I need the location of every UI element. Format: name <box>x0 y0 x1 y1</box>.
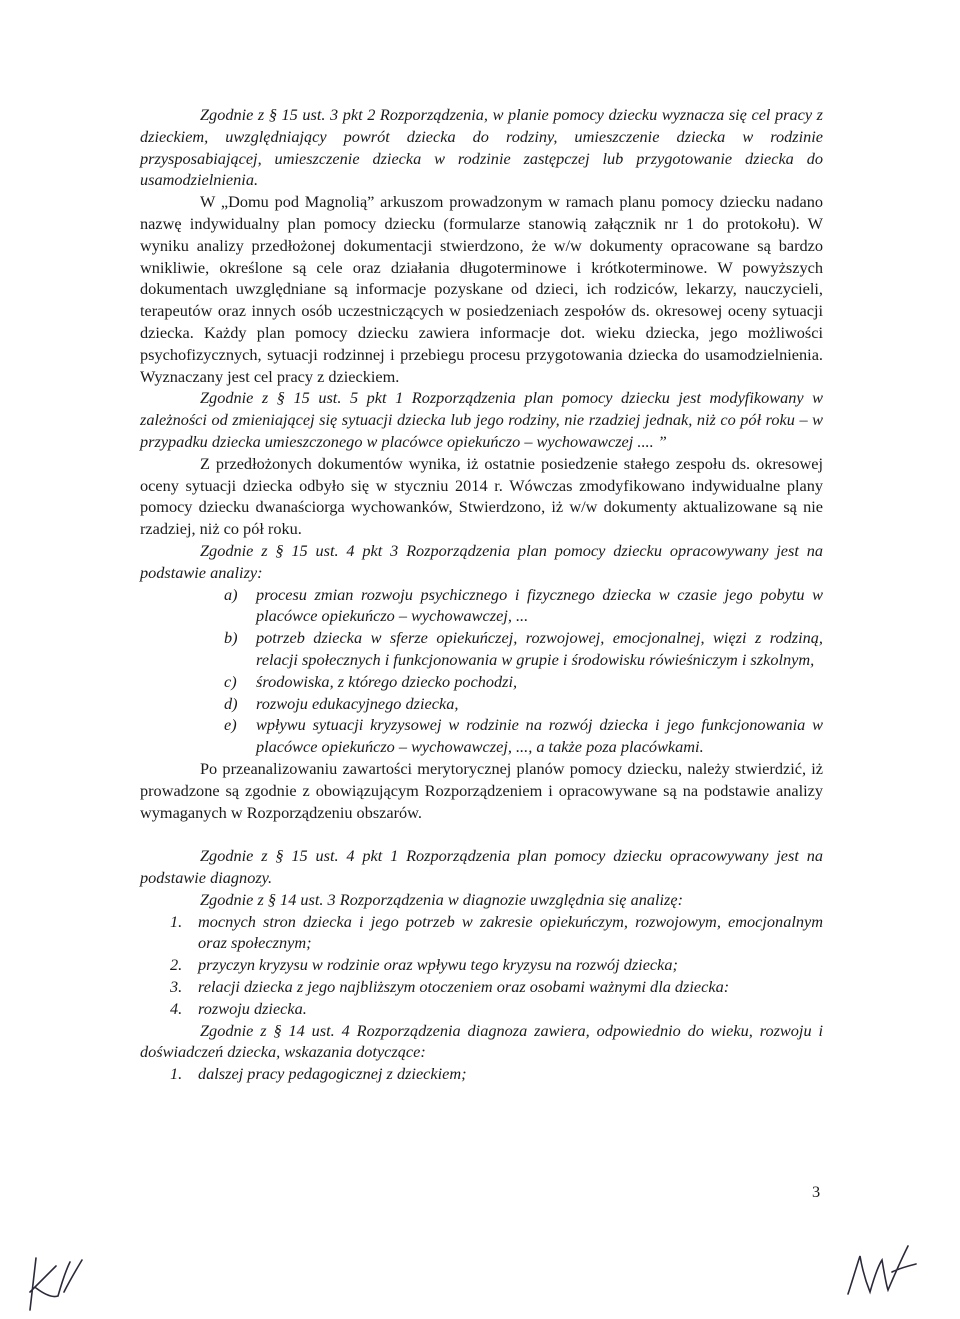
list-item-text: rozwoju edukacyjnego dziecka, <box>256 693 459 713</box>
list-item <box>140 976 823 998</box>
list-item <box>140 911 823 955</box>
list-item-text: relacji dziecka z jego najbliższym otoczeniem oraz osobami ważnymi dla dziecka: <box>198 977 730 997</box>
initials-signature-left <box>22 1252 92 1316</box>
list-item-text: mocnych stron dziecka i jego potrzeb w zakresie opiekuńczym, rozwojowym, emocjonalnym oraz społecznym; <box>198 911 823 953</box>
indications-list <box>140 1063 823 1085</box>
initials-signature-right <box>842 1238 922 1304</box>
paragraph: Zgodnie z § 15 ust. 5 pkt 1 Rozporządzenia plan pomocy dziecku jest modyfikowany w zależności od zmieniającej się sytuacji dziecka lub jego rodziny, nie rzadziej jednak, niż co pół roku – w przypadku dziecka umieszczonego w placówce opiekuńczo – wychowawczej .... ” <box>140 388 823 451</box>
list-marker: 2. <box>170 955 183 975</box>
list-item <box>140 954 823 976</box>
list-item <box>140 714 823 758</box>
analysis-list <box>140 584 823 758</box>
list-marker: c) <box>224 671 237 691</box>
list-marker: 3. <box>170 977 183 997</box>
list-marker: 1. <box>170 911 183 931</box>
list-item <box>140 693 823 715</box>
paragraph: Zgodnie z § 15 ust. 4 pkt 1 Rozporządzenia plan pomocy dziecku opracowywany jest na podstawie diagnozy. <box>140 846 823 888</box>
diagnosis-list <box>140 911 823 1020</box>
list-item-text: procesu zmian rozwoju psychicznego i fizycznego dziecka w czasie jego pobytu w placówce opiekuńczo – wychowawczej, ... <box>256 584 823 626</box>
list-marker: d) <box>224 693 238 713</box>
paragraph: Po przeanalizowaniu zawartości merytorycznej planów pomocy dziecku, należy stwierdzić, iż prowadzone są zgodnie z obowiązującym Rozporządzeniem i opracowywane są na podstawie analizy wymaganych w Rozporządzeniu obszarów. <box>140 758 823 822</box>
list-item <box>140 584 823 628</box>
list-item-text: potrzeb dziecka w sferze opiekuńczej, rozwojowej, emocjonalnej, więzi z rodziną, relacji społecznych i funkcjonowania w grupie i środowisku rówieśniczym i szkolnym, <box>256 628 823 669</box>
list-marker: b) <box>224 628 238 648</box>
list-marker: 1. <box>170 1064 183 1084</box>
list-item-text: rozwoju dziecka. <box>198 998 307 1018</box>
list-item <box>140 1063 823 1085</box>
paragraph: W „Domu pod Magnolią” arkuszom prowadzonym w ramach planu pomocy dziecku nadano nazwę indywidualny plan pomocy dziecku (formularze stanowią załącznik nr 1 do protokołu). W wyniku analizy przedłożonej dokumentacji stwierdzono, że w/w dokumenty opracowane są bardzo wnikliwie, określone są cele oraz działania długoterminowe i krótkoterminowe. W powyższych dokumentach uwzględniane są informacje pozyskane od dzieci, ich rodziców, lekarzy, nauczycieli, terapeutów oraz innych osób uczestniczących w posiedzeniach zespołów ds. okresowej oceny sytuacji dziecka. Każdy plan pomocy dziecku zawiera informacje dot. wieku dziecka, jego możliwości psychofizycznych, sytuacji rodzinnej i przebiegu procesu przygotowania dziecka do usamodzielnienia. Wyznaczany jest cel pracy z dzieckiem. <box>140 192 823 386</box>
list-item <box>140 671 823 693</box>
list-item-text: dalszej pracy pedagogicznej z dzieckiem; <box>198 1064 467 1084</box>
list-marker: 4. <box>170 998 183 1018</box>
list-item-text: środowiska, z którego dziecko pochodzi, <box>256 671 518 691</box>
list-marker: a) <box>224 584 238 604</box>
paragraph: Zgodnie z § 14 ust. 3 Rozporządzenia w diagnozie uwzględnia się analizę: <box>200 889 684 909</box>
list-item <box>140 998 823 1020</box>
list-item-text: wpływu sytuacji kryzysowej w rodzinie na rozwój dziecka i jego funkcjonowania w placówce opiekuńczo – wychowawczej, ..., a także poza placówkami. <box>256 715 823 757</box>
list-marker: e) <box>224 715 237 735</box>
paragraph: Z przedłożonych dokumentów wynika, iż ostatnie posiedzenie stałego zespołu ds. okresowej oceny sytuacji dziecka odbyło się w styczniu 2014 r. Wówczas zmodyfikowano indywidualne plany pomocy dziecku dwanaściorga wychowanków, Stwierdzono, iż w/w dokumenty aktualizowane są nie rzadziej, niż co pół roku. <box>140 453 823 539</box>
paragraph: Zgodnie z § 15 ust. 4 pkt 3 Rozporządzenia plan pomocy dziecku opracowywany jest na podstawie analizy: <box>140 540 823 582</box>
paragraph: Zgodnie z § 15 ust. 3 pkt 2 Rozporządzenia, w planie pomocy dziecku wyznacza się cel pracy z dzieckiem, uwzględniający powrót dziecka do rodziny, umieszczenie dziecka w rodzinie przysposabiającej, umieszczenie dziecka w rodzinie zastępczej lub przygotowanie dziecka do usamodzielnienia. <box>140 105 823 190</box>
spacer <box>140 823 823 845</box>
document-body <box>140 104 823 1085</box>
page-number: 3 <box>812 1182 821 1201</box>
list-item <box>140 627 823 671</box>
list-item-text: przyczyn kryzysu w rodzinie oraz wpływu tego kryzysu na rozwój dziecka; <box>198 955 678 975</box>
paragraph: Zgodnie z § 14 ust. 4 Rozporządzenia diagnoza zawiera, odpowiednio do wieku, rozwoju i doświadczeń dziecka, wskazania dotyczące: <box>140 1020 823 1062</box>
